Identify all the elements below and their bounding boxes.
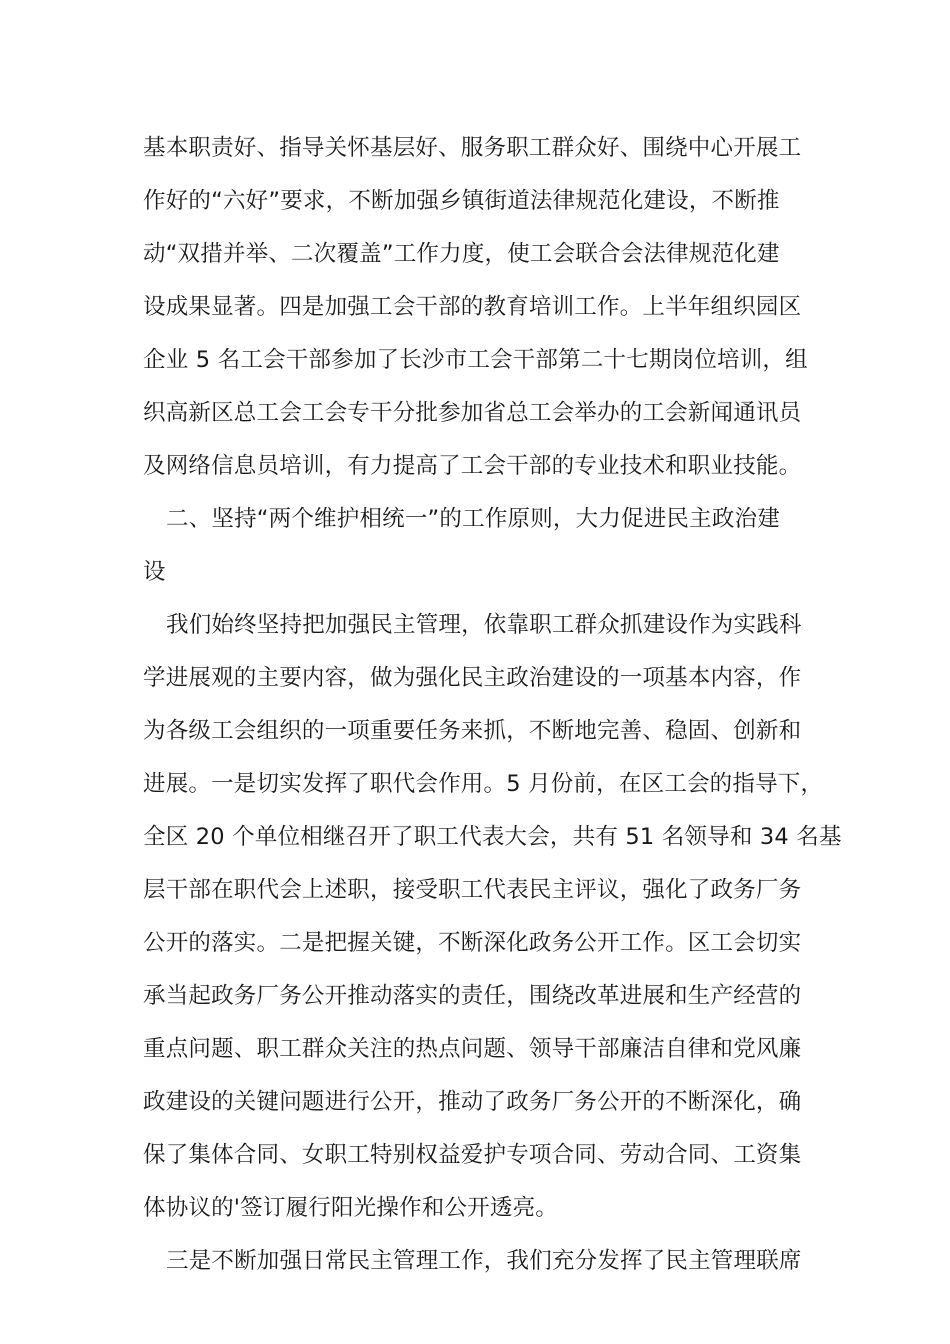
- section-heading-line: 二、坚持“两个维护相统一”的工作原则，大力促进民主政治建: [166, 506, 780, 532]
- text-line: 基本职责好、指导关怀基层好、服务职工群众好、围绕中心开展工: [143, 135, 802, 161]
- text-line: 层干部在职代会上述职，接受职工代表民主评议，强化了政务厂务: [143, 877, 802, 903]
- text-line: 动“双措并举、二次覆盖”工作力度，使工会联合会法律规范化建: [143, 241, 780, 267]
- text-line: 学进展观的主要内容，做为强化民主政治建设的一项基本内容，作: [143, 665, 802, 691]
- text-line: 作好的“六好”要求，不断加强乡镇街道法律规范化建设，不断推: [143, 188, 780, 214]
- text-line: 设成果显著。四是加强工会干部的教育培训工作。上半年组织园区: [143, 294, 802, 320]
- text-line: 为各级工会组织的一项重要任务来抓，不断地完善、稳固、创新和: [143, 718, 802, 744]
- text-line: 政建设的关键问题进行公开，推动了政务厂务公开的不断深化，确: [143, 1089, 802, 1115]
- text-line: 全区 20 个单位相继召开了职工代表大会，共有 51 名领导和 34 名基: [143, 824, 842, 850]
- text-line: 织高新区总工会工会专干分批参加省总工会举办的工会新闻通讯员: [143, 400, 802, 426]
- text-line: 公开的落实。二是把握关键，不断深化政务公开工作。区工会切实: [143, 930, 802, 956]
- text-line: 及网络信息员培训，有力提高了工会干部的专业技术和职业技能。: [143, 453, 802, 479]
- text-line: 体协议的'签订履行阳光操作和公开透亮。: [143, 1195, 558, 1221]
- text-line: 我们始终坚持把加强民主管理，依靠职工群众抓建设作为实践科: [166, 612, 802, 638]
- text-line: 承当起政务厂务公开推动落实的责任，围绕改革进展和生产经营的: [143, 983, 802, 1009]
- text-line: 进展。一是切实发挥了职代会作用。5 月份前，在区工会的指导下，: [143, 771, 824, 797]
- text-line: 企业 5 名工会干部参加了长沙市工会干部第二十七期岗位培训，组: [143, 347, 808, 373]
- text-line: 保了集体合同、女职工特别权益爱护专项合同、劳动合同、工资集: [143, 1142, 802, 1168]
- text-line: 三是不断加强日常民主管理工作，我们充分发挥了民主管理联席: [166, 1248, 802, 1274]
- section-heading-line: 设: [143, 559, 166, 585]
- text-line: 重点问题、职工群众关注的热点问题、领导干部廉洁自律和党风廉: [143, 1036, 802, 1062]
